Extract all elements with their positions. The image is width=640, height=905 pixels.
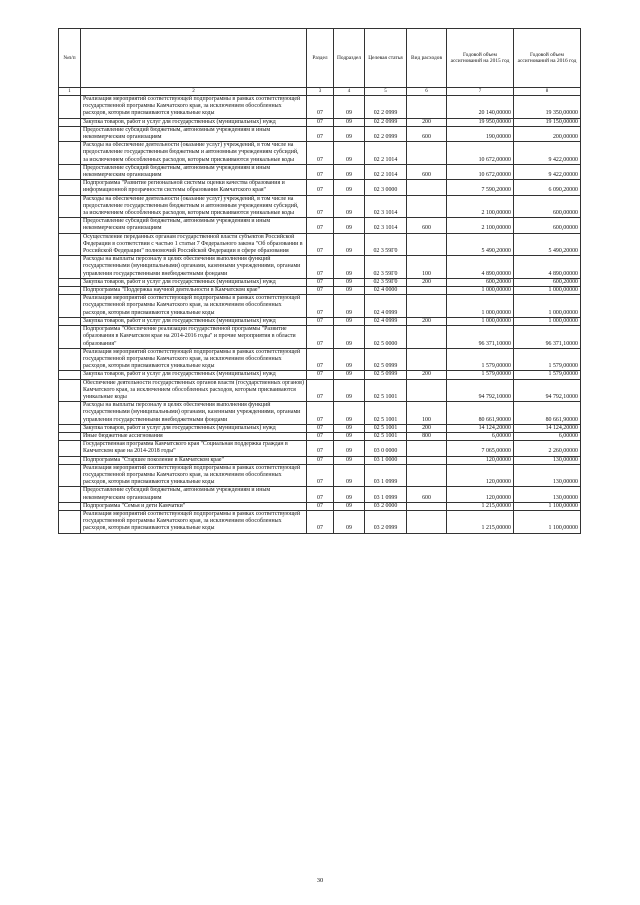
- row-vid-cell: 100: [407, 402, 447, 425]
- row-amount-2015-cell: 1 579,00000: [447, 348, 514, 371]
- row-razdel-cell: 07: [307, 233, 334, 256]
- row-podrazdel-cell: 09: [334, 180, 365, 195]
- row-amount-2016-cell: 14 124,20000: [514, 424, 581, 432]
- row-num-cell: [59, 142, 81, 165]
- table-row: [59, 233, 581, 256]
- row-num-cell: [59, 96, 81, 119]
- table-row: [59, 126, 581, 141]
- row-vid-cell: 200: [407, 371, 447, 379]
- row-podrazdel-cell: 09: [334, 96, 365, 119]
- row-amount-2016-cell: 130,00000: [514, 456, 581, 464]
- row-amount-2015-cell: 1 000,00000: [447, 287, 514, 295]
- row-amount-2016-cell: 1 000,00000: [514, 295, 581, 318]
- row-razdel-cell: 07: [307, 432, 334, 440]
- row-amount-2015-cell: 10 672,00000: [447, 164, 514, 179]
- row-vid-cell: [407, 180, 447, 195]
- row-celevaya-cell: 02 2 1014: [365, 164, 407, 179]
- row-vid-cell: 100: [407, 256, 447, 279]
- row-name-cell: Подпрограмма "Поддержка научной деятельности в Камчатском крае": [81, 287, 307, 295]
- column-number-row: [59, 88, 581, 96]
- table-row: [59, 432, 581, 440]
- row-amount-2015-cell: 10 672,00000: [447, 142, 514, 165]
- row-amount-2015-cell: 1 215,00000: [447, 502, 514, 510]
- row-celevaya-cell: 02 3 0000: [365, 180, 407, 195]
- row-podrazdel-cell: 09: [334, 218, 365, 233]
- row-razdel-cell: 07: [307, 118, 334, 126]
- header-year-2015: Годовой объем ассигнований на 2015 год: [447, 29, 514, 88]
- row-num-cell: [59, 326, 81, 349]
- row-razdel-cell: 07: [307, 464, 334, 487]
- row-name-cell: Предоставление субсидий бюджетным, автономным учреждениям и иным некоммерческим организациям: [81, 218, 307, 233]
- row-amount-2016-cell: 19 350,00000: [514, 96, 581, 119]
- row-podrazdel-cell: 09: [334, 287, 365, 295]
- row-amount-2016-cell: 6,00000: [514, 432, 581, 440]
- row-razdel-cell: 07: [307, 441, 334, 456]
- row-vid-cell: [407, 379, 447, 402]
- row-razdel-cell: 07: [307, 142, 334, 165]
- row-num-cell: [59, 432, 81, 440]
- row-amount-2015-cell: 7 065,00000: [447, 441, 514, 456]
- row-vid-cell: [407, 502, 447, 510]
- row-name-cell: Закупка товаров, работ и услуг для государственных (муниципальных) нужд: [81, 118, 307, 126]
- row-vid-cell: 200: [407, 317, 447, 325]
- row-amount-2016-cell: 1 100,00000: [514, 502, 581, 510]
- row-num-cell: [59, 510, 81, 533]
- row-vid-cell: [407, 233, 447, 256]
- row-razdel-cell: 07: [307, 295, 334, 318]
- row-amount-2015-cell: 7 590,20000: [447, 180, 514, 195]
- row-amount-2016-cell: 94 792,10000: [514, 379, 581, 402]
- row-vid-cell: [407, 96, 447, 119]
- row-amount-2015-cell: 2 100,00000: [447, 218, 514, 233]
- row-podrazdel-cell: 09: [334, 371, 365, 379]
- table-row: [59, 510, 581, 533]
- row-num-cell: [59, 164, 81, 179]
- table-row: [59, 402, 581, 425]
- row-name-cell: Реализация мероприятий соответствующей подпрограммы в рамках соответствующей государственной программы Камчатского края, за исключением обособленных расходов, которым присваиваются уникальные коды: [81, 295, 307, 318]
- row-razdel-cell: 07: [307, 456, 334, 464]
- row-name-cell: Предоставление субсидий бюджетным, автономным учреждениям и иным некоммерческим организациям: [81, 164, 307, 179]
- row-name-cell: Предоставление субсидий бюджетным, автономным учреждениям и иным некоммерческим организациям: [81, 487, 307, 502]
- row-podrazdel-cell: 09: [334, 379, 365, 402]
- row-num-cell: [59, 295, 81, 318]
- row-vid-cell: [407, 441, 447, 456]
- row-razdel-cell: 07: [307, 126, 334, 141]
- column-number: 8: [514, 88, 581, 96]
- row-razdel-cell: 07: [307, 424, 334, 432]
- row-podrazdel-cell: 09: [334, 432, 365, 440]
- row-num-cell: [59, 464, 81, 487]
- row-celevaya-cell: 02 3 59Г0: [365, 256, 407, 279]
- table-row: [59, 456, 581, 464]
- row-amount-2015-cell: 5 490,20000: [447, 233, 514, 256]
- header-num: №п/п: [59, 29, 81, 88]
- row-celevaya-cell: 03 2 0000: [365, 502, 407, 510]
- table-row: [59, 441, 581, 456]
- row-podrazdel-cell: 09: [334, 487, 365, 502]
- row-amount-2016-cell: 5 490,20000: [514, 233, 581, 256]
- row-podrazdel-cell: 09: [334, 456, 365, 464]
- row-razdel-cell: 07: [307, 487, 334, 502]
- table-row: [59, 278, 581, 286]
- row-num-cell: [59, 502, 81, 510]
- row-name-cell: Реализация мероприятий соответствующей подпрограммы в рамках соответствующей государственной программы Камчатского края, за исключением обособленных расходов, которым присваиваются уникальные коды: [81, 510, 307, 533]
- row-name-cell: Расходы на выплаты персоналу в целях обеспечения выполнения функций государственными (муниципальными) органами, казенными учреждениями, органами управления государственными внебюджетными фондами: [81, 402, 307, 425]
- row-vid-cell: 600: [407, 487, 447, 502]
- row-podrazdel-cell: 09: [334, 278, 365, 286]
- row-vid-cell: [407, 456, 447, 464]
- row-podrazdel-cell: 09: [334, 326, 365, 349]
- row-vid-cell: 600: [407, 164, 447, 179]
- column-number: 5: [365, 88, 407, 96]
- row-amount-2015-cell: 120,00000: [447, 487, 514, 502]
- row-amount-2016-cell: 9 422,00000: [514, 164, 581, 179]
- row-razdel-cell: 07: [307, 218, 334, 233]
- row-amount-2016-cell: 9 422,00000: [514, 142, 581, 165]
- row-celevaya-cell: 02 2 0999: [365, 118, 407, 126]
- table-row: [59, 180, 581, 195]
- row-podrazdel-cell: 09: [334, 256, 365, 279]
- row-num-cell: [59, 180, 81, 195]
- row-amount-2015-cell: 6,00000: [447, 432, 514, 440]
- table-row: [59, 295, 581, 318]
- table-row: [59, 371, 581, 379]
- row-celevaya-cell: 02 5 1001: [365, 424, 407, 432]
- row-podrazdel-cell: 09: [334, 118, 365, 126]
- row-amount-2016-cell: 600,00000: [514, 195, 581, 218]
- column-number: 1: [59, 88, 81, 96]
- row-num-cell: [59, 126, 81, 141]
- row-podrazdel-cell: 09: [334, 424, 365, 432]
- row-name-cell: Закупка товаров, работ и услуг для государственных (муниципальных) нужд: [81, 371, 307, 379]
- row-name-cell: Закупка товаров, работ и услуг для государственных (муниципальных) нужд: [81, 317, 307, 325]
- row-celevaya-cell: 02 3 59Г0: [365, 278, 407, 286]
- row-celevaya-cell: 02 2 1014: [365, 142, 407, 165]
- row-num-cell: [59, 118, 81, 126]
- row-razdel-cell: 07: [307, 164, 334, 179]
- row-podrazdel-cell: 09: [334, 441, 365, 456]
- header-year-2016: Годовой объем ассигнований на 2016 год: [514, 29, 581, 88]
- row-celevaya-cell: 02 5 0999: [365, 348, 407, 371]
- row-celevaya-cell: 02 4 0999: [365, 317, 407, 325]
- row-amount-2015-cell: 1 215,00000: [447, 510, 514, 533]
- row-celevaya-cell: 03 1 0999: [365, 487, 407, 502]
- row-amount-2016-cell: 200,00000: [514, 126, 581, 141]
- row-amount-2016-cell: 96 371,10000: [514, 326, 581, 349]
- row-amount-2016-cell: 600,00000: [514, 218, 581, 233]
- row-amount-2015-cell: 80 661,90000: [447, 402, 514, 425]
- row-name-cell: Закупка товаров, работ и услуг для государственных (муниципальных) нужд: [81, 424, 307, 432]
- table-row: [59, 424, 581, 432]
- row-vid-cell: 200: [407, 424, 447, 432]
- row-num-cell: [59, 287, 81, 295]
- row-amount-2016-cell: 1 579,00000: [514, 348, 581, 371]
- row-razdel-cell: 07: [307, 502, 334, 510]
- row-num-cell: [59, 278, 81, 286]
- table-row: [59, 348, 581, 371]
- row-vid-cell: [407, 464, 447, 487]
- row-vid-cell: [407, 510, 447, 533]
- row-amount-2015-cell: 14 124,20000: [447, 424, 514, 432]
- row-amount-2016-cell: 1 579,00000: [514, 371, 581, 379]
- row-num-cell: [59, 371, 81, 379]
- row-amount-2015-cell: 120,00000: [447, 464, 514, 487]
- row-podrazdel-cell: 09: [334, 195, 365, 218]
- row-celevaya-cell: 02 4 0000: [365, 287, 407, 295]
- row-podrazdel-cell: 09: [334, 126, 365, 141]
- row-vid-cell: [407, 326, 447, 349]
- row-amount-2015-cell: 600,20000: [447, 278, 514, 286]
- row-name-cell: Иные бюджетные ассигнования: [81, 432, 307, 440]
- row-razdel-cell: 07: [307, 287, 334, 295]
- row-podrazdel-cell: 09: [334, 295, 365, 318]
- row-num-cell: [59, 317, 81, 325]
- row-num-cell: [59, 348, 81, 371]
- row-num-cell: [59, 233, 81, 256]
- header-name: [81, 29, 307, 88]
- row-celevaya-cell: 02 4 0999: [365, 295, 407, 318]
- row-name-cell: Реализация мероприятий соответствующей подпрограммы в рамках соответствующей государственной программы Камчатского края, за исключением обособленных расходов, которым присваиваются уникальные коды: [81, 348, 307, 371]
- row-name-cell: Реализация мероприятий соответствующей подпрограммы в рамках соответствующей государственной программы Камчатского края, за исключением обособленных расходов, которым присваиваются уникальные коды: [81, 96, 307, 119]
- row-name-cell: Расходы на выплаты персоналу в целях обеспечения выполнения функций государственными (муниципальными) органами, казенными учреждениями, органами управления государственными внебюджетными фондами: [81, 256, 307, 279]
- row-name-cell: Реализация мероприятий соответствующей подпрограммы в рамках соответствующей государственной программы Камчатского края, за исключением обособленных расходов, которым присваиваются уникальные коды: [81, 464, 307, 487]
- row-razdel-cell: 07: [307, 402, 334, 425]
- row-podrazdel-cell: 09: [334, 502, 365, 510]
- table-row: [59, 218, 581, 233]
- table-row: [59, 142, 581, 165]
- row-amount-2016-cell: 130,00000: [514, 464, 581, 487]
- row-razdel-cell: 07: [307, 326, 334, 349]
- column-number: 3: [307, 88, 334, 96]
- table-row: [59, 502, 581, 510]
- row-vid-cell: [407, 142, 447, 165]
- row-celevaya-cell: 02 3 1014: [365, 195, 407, 218]
- row-vid-cell: [407, 287, 447, 295]
- row-podrazdel-cell: 09: [334, 402, 365, 425]
- row-amount-2015-cell: 4 890,00000: [447, 256, 514, 279]
- row-num-cell: [59, 195, 81, 218]
- row-name-cell: Расходы на обеспечение деятельности (оказание услуг) учреждений, в том числе на предоставление государственным бюджетным и автономным учреждениям субсидий, за исключением обособленных расходов, которым присваиваются уникальные коды: [81, 142, 307, 165]
- row-podrazdel-cell: 09: [334, 510, 365, 533]
- column-number: 4: [334, 88, 365, 96]
- row-celevaya-cell: 03 1 0999: [365, 464, 407, 487]
- row-razdel-cell: 07: [307, 371, 334, 379]
- row-amount-2016-cell: 1 100,00000: [514, 510, 581, 533]
- row-amount-2016-cell: 1 000,00000: [514, 317, 581, 325]
- table-row: [59, 118, 581, 126]
- row-celevaya-cell: 02 5 1001: [365, 402, 407, 425]
- row-num-cell: [59, 218, 81, 233]
- row-podrazdel-cell: 09: [334, 317, 365, 325]
- row-num-cell: [59, 456, 81, 464]
- row-vid-cell: 600: [407, 218, 447, 233]
- table-row: [59, 379, 581, 402]
- row-amount-2016-cell: 19 150,00000: [514, 118, 581, 126]
- row-vid-cell: 200: [407, 278, 447, 286]
- row-podrazdel-cell: 09: [334, 164, 365, 179]
- row-amount-2016-cell: 1 000,00000: [514, 287, 581, 295]
- row-celevaya-cell: 02 5 0999: [365, 371, 407, 379]
- row-celevaya-cell: 02 2 0999: [365, 96, 407, 119]
- row-num-cell: [59, 379, 81, 402]
- header-vid-raskhodov: Вид расходов: [407, 29, 447, 88]
- table-row: [59, 464, 581, 487]
- row-amount-2016-cell: 2 260,00000: [514, 441, 581, 456]
- row-amount-2016-cell: 130,00000: [514, 487, 581, 502]
- page-number: 30: [316, 877, 324, 884]
- row-amount-2015-cell: 190,00000: [447, 126, 514, 141]
- row-name-cell: Осуществление переданных органам государственной власти субъектов Российской Федерации в соответствии с частью 1 статьи 7 Федерального закона "Об образовании в Российской Федерации" полномочий Российской Федерации в сфере образования: [81, 233, 307, 256]
- table-row: [59, 256, 581, 279]
- row-razdel-cell: 07: [307, 256, 334, 279]
- row-celevaya-cell: 03 1 0000: [365, 456, 407, 464]
- row-num-cell: [59, 424, 81, 432]
- row-podrazdel-cell: 09: [334, 464, 365, 487]
- table-header-row: [59, 29, 581, 88]
- row-podrazdel-cell: 09: [334, 233, 365, 256]
- header-celevaya-statya: Целевая статья: [365, 29, 407, 88]
- row-celevaya-cell: 02 3 59Г0: [365, 233, 407, 256]
- row-vid-cell: 600: [407, 126, 447, 141]
- row-amount-2015-cell: 1 579,00000: [447, 371, 514, 379]
- row-amount-2015-cell: 96 371,10000: [447, 326, 514, 349]
- row-num-cell: [59, 402, 81, 425]
- row-name-cell: Расходы на обеспечение деятельности (оказание услуг) учреждений, в том числе на предоставление государственным бюджетным и автономным учреждениям субсидий, за исключением обособленных расходов, которым присваиваются уникальные коды: [81, 195, 307, 218]
- row-amount-2015-cell: 20 140,00000: [447, 96, 514, 119]
- row-name-cell: Закупка товаров, работ и услуг для государственных (муниципальных) нужд: [81, 278, 307, 286]
- table-body: [59, 96, 581, 534]
- row-razdel-cell: 07: [307, 510, 334, 533]
- row-vid-cell: 800: [407, 432, 447, 440]
- row-podrazdel-cell: 09: [334, 348, 365, 371]
- row-amount-2015-cell: 19 950,00000: [447, 118, 514, 126]
- row-name-cell: Подпрограмма "Развитие региональной системы оценки качества образования и информационной прозрачности системы образования Камчатского края": [81, 180, 307, 195]
- row-vid-cell: 200: [407, 118, 447, 126]
- row-amount-2015-cell: 2 100,00000: [447, 195, 514, 218]
- column-number: 6: [407, 88, 447, 96]
- row-name-cell: Подпрограмма "Старшее поколение в Камчатском крае": [81, 456, 307, 464]
- row-celevaya-cell: 03 0 0000: [365, 441, 407, 456]
- header-podrazdel: Подраздел: [334, 29, 365, 88]
- budget-table: [58, 28, 581, 534]
- row-name-cell: Подпрограмма "Семья и дети Камчатки": [81, 502, 307, 510]
- row-vid-cell: [407, 295, 447, 318]
- row-amount-2015-cell: 1 000,00000: [447, 317, 514, 325]
- row-num-cell: [59, 441, 81, 456]
- row-name-cell: Предоставление субсидий бюджетным, автономным учреждениям и иным некоммерческим организациям: [81, 126, 307, 141]
- row-vid-cell: [407, 348, 447, 371]
- row-num-cell: [59, 256, 81, 279]
- row-celevaya-cell: 02 3 1014: [365, 218, 407, 233]
- header-razdel: Раздел: [307, 29, 334, 88]
- table-row: [59, 195, 581, 218]
- row-razdel-cell: 07: [307, 96, 334, 119]
- row-amount-2015-cell: 1 000,00000: [447, 295, 514, 318]
- row-name-cell: Государственная программа Камчатского края "Социальная поддержка граждан в Камчатском крае на 2014-2018 годы": [81, 441, 307, 456]
- table-row: [59, 164, 581, 179]
- row-amount-2016-cell: 4 890,00000: [514, 256, 581, 279]
- row-celevaya-cell: 03 2 0999: [365, 510, 407, 533]
- row-name-cell: Подпрограмма "Обеспечение реализации государственной программы "Развитие образования в Камчатском крае на 2014-2016 годы" и прочие мероприятия в области образования": [81, 326, 307, 349]
- row-razdel-cell: 07: [307, 317, 334, 325]
- row-amount-2015-cell: 94 792,10000: [447, 379, 514, 402]
- row-razdel-cell: 07: [307, 278, 334, 286]
- row-razdel-cell: 07: [307, 348, 334, 371]
- column-number: 2: [81, 88, 307, 96]
- table-row: [59, 326, 581, 349]
- row-celevaya-cell: 02 2 0999: [365, 126, 407, 141]
- row-vid-cell: [407, 195, 447, 218]
- row-amount-2016-cell: 600,20000: [514, 278, 581, 286]
- row-amount-2016-cell: 80 661,90000: [514, 402, 581, 425]
- row-amount-2016-cell: 6 090,20000: [514, 180, 581, 195]
- column-number: 7: [447, 88, 514, 96]
- row-podrazdel-cell: 09: [334, 142, 365, 165]
- row-name-cell: Обеспечение деятельности государственных органов власти (государственных органов) Камчатского края, за исключением обособленных расходов, которым присваиваются уникальные коды: [81, 379, 307, 402]
- table-row: [59, 487, 581, 502]
- row-celevaya-cell: 02 5 1001: [365, 432, 407, 440]
- row-razdel-cell: 07: [307, 180, 334, 195]
- row-razdel-cell: 07: [307, 195, 334, 218]
- table-row: [59, 96, 581, 119]
- row-celevaya-cell: 02 5 1001: [365, 379, 407, 402]
- row-num-cell: [59, 487, 81, 502]
- table-row: [59, 287, 581, 295]
- row-celevaya-cell: 02 5 0000: [365, 326, 407, 349]
- row-razdel-cell: 07: [307, 379, 334, 402]
- table-row: [59, 317, 581, 325]
- row-amount-2015-cell: 120,00000: [447, 456, 514, 464]
- document-page: [58, 28, 580, 534]
